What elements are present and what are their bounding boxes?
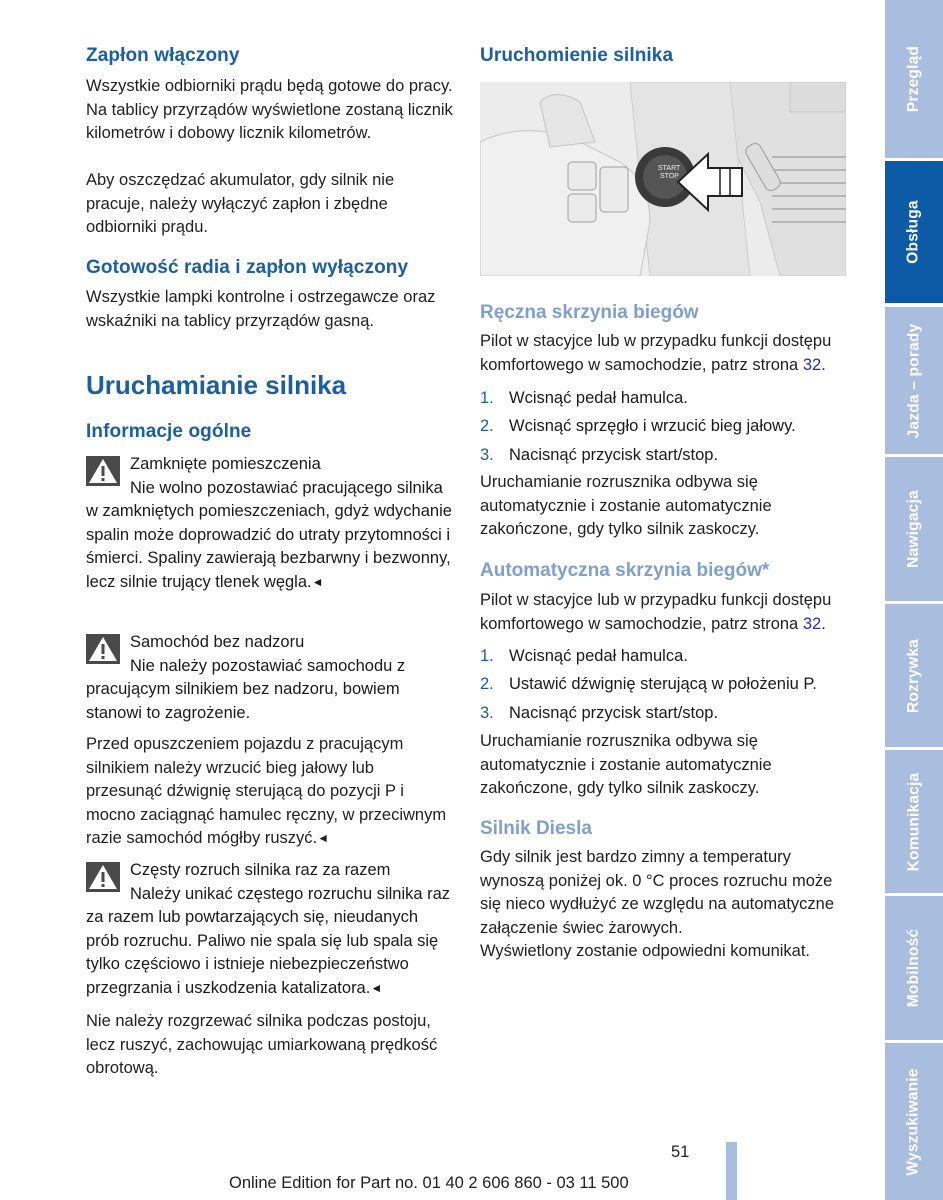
warning-body-text: Należy unikać częstego rozruchu silnika raz za razem lub powtarzających się, nieudanych prób rozruchu. Paliwo nie spala się lub spala się tylko częściowo i istnieje niebezpieczeństwo przegrzania i uszkodzenia katalizatora. xyxy=(86,884,451,997)
paragraph-diesel-2: Wyświetlony zostanie odpowiedni komunikat. xyxy=(480,942,811,960)
svg-text:STOP: STOP xyxy=(660,173,679,180)
end-mark-icon: ◄ xyxy=(317,831,329,845)
svg-text:START: START xyxy=(658,165,681,172)
paragraph-ignition-on-1: Wszystkie odbiorniki prądu będą gotowe do pracy. Na tablicy przyrządów wyświetlone zostaną licznik kilometrów i dobowy licznik kilometrów. xyxy=(86,77,453,142)
automatic-intro-text: Pilot w stacyjce lub w przypadku funkcji dostępu komfortowego w samochodzie, patrz strona xyxy=(480,591,832,633)
warning-body xyxy=(86,477,454,595)
warning-repeated-start xyxy=(86,859,454,999)
step-item xyxy=(480,699,852,727)
heading-radio-ready: Gotowość radia i zapłon wyłączony xyxy=(86,257,409,278)
warning-title: Częsty rozruch silnika raz za razem xyxy=(130,861,391,879)
tab-label: Komunikacja xyxy=(905,772,922,871)
start-stop-button-illustration xyxy=(480,82,846,276)
warning-title: Samochód bez nadzoru xyxy=(130,633,305,651)
steering-wheel-illustration-icon xyxy=(480,82,846,276)
step-number: 3. xyxy=(480,703,494,722)
heading-engine-start: Uruchomienie silnika xyxy=(480,45,674,66)
tab-komunikacja[interactable] xyxy=(885,750,943,893)
manual-steps-list xyxy=(480,384,852,469)
tab-obsluga[interactable] xyxy=(885,161,943,303)
heading-manual-transmission: Ręczna skrzynia biegów xyxy=(480,302,699,323)
warning-body: Nie należy pozostawiać samochodu z pracującym silnikiem bez nadzoru, bowiem stanowi to zagrożenie. xyxy=(86,656,406,722)
page-number: 51 xyxy=(671,1143,690,1161)
step-text: Nacisnąć przycisk start/stop. xyxy=(509,703,719,722)
warning-unattended-vehicle xyxy=(86,631,454,726)
tab-wyszukiwanie[interactable] xyxy=(885,1043,943,1200)
tab-label: Wyszukiwanie xyxy=(905,1067,922,1176)
paragraph-diesel-1: Gdy silnik jest bardzo zimny a temperatury wynoszą poniżej ok. 0 °C proces rozruchu może się nieco wydłużyć ze względu na automatyczne załączenie świec żarowych. xyxy=(480,848,835,937)
step-text: Nacisnąć przycisk start/stop. xyxy=(509,445,719,464)
step-number: 2. xyxy=(480,417,494,436)
heading-diesel-engine: Silnik Diesla xyxy=(480,818,592,839)
page-link-32[interactable]: 32 xyxy=(802,614,822,633)
step-item xyxy=(480,384,852,412)
end-mark-icon: ◄ xyxy=(311,574,324,589)
tab-label: Obsługa xyxy=(905,200,923,264)
paragraph-manual-outro: Uruchamianie rozrusznika odbywa się automatycznie i zostanie automatycznie zakończone, gdy tylko silnik zaskoczy. xyxy=(480,473,772,538)
step-number: 1. xyxy=(480,647,494,665)
automatic-steps-list xyxy=(480,642,852,727)
step-number: 3. xyxy=(480,445,494,464)
tab-nawigacja[interactable] xyxy=(885,457,943,601)
paragraph-radio-ready: Wszystkie lampki kontrolne i ostrzegawcze oraz wskaźniki na tablicy przyrządów gasną. xyxy=(86,288,436,330)
footer-edition: Online Edition for Part no. 01 40 2 606 860 - 03 11 500 xyxy=(229,1174,629,1192)
step-item xyxy=(480,670,852,698)
paragraph-automatic-outro: Uruchamianie rozrusznika odbywa się automatycznie i zostanie automatycznie zakończone, gdy tylko silnik zaskoczy. xyxy=(480,732,772,797)
paragraph-manual-intro: Pilot w stacyjce lub w przypadku funkcji dostępu komfortowego w samochodzie, patrz strona 32. xyxy=(480,332,832,374)
chapter-tabs xyxy=(885,0,943,1200)
tab-label: Rozrywka xyxy=(905,638,922,713)
warning-closed-rooms xyxy=(86,453,454,618)
tab-label: Nawigacja xyxy=(905,490,922,568)
warning-body xyxy=(86,883,454,1001)
heading-ignition-on: Zapłon włączony xyxy=(86,45,240,66)
tab-jazda-porady[interactable] xyxy=(885,307,943,454)
end-mark-icon: ◄ xyxy=(370,980,383,995)
step-number: 2. xyxy=(480,675,494,694)
paragraph-parking-text: Przed opuszczeniem pojazdu z pracującym silnikiem należy wrzucić bieg jałowy lub przesunąć dźwignię sterującą do pozycji P i mocno zaciągnąć hamulec ręczny, w przeciwnym razie samochód mógłby ruszyć. xyxy=(86,735,447,847)
paragraph-automatic-intro: Pilot w stacyjce lub w przypadku funkcji dostępu komfortowego w samochodzie, patrz strona 32. xyxy=(480,591,832,633)
step-text: Ustawić dźwignię sterującą w położeniu P. xyxy=(509,675,817,694)
page-title: Uruchamianie silnika xyxy=(86,370,347,400)
page-link-32[interactable]: 32 xyxy=(802,355,822,374)
step-item xyxy=(480,441,852,469)
heading-automatic-transmission: Automatyczna skrzynia biegów* xyxy=(480,560,770,581)
tab-label: Mobilność xyxy=(905,928,922,1008)
paragraph-warmup: Nie należy rozgrzewać silnika podczas postoju, lecz ruszyć, zachowując umiarkowaną prędkość obrotową. xyxy=(86,1012,438,1077)
paragraph-parking xyxy=(86,733,454,851)
heading-general-info: Informacje ogólne xyxy=(86,421,252,442)
step-item xyxy=(480,412,852,440)
step-text: Wcisnąć sprzęgło i wrzucić bieg jałowy. xyxy=(509,417,796,436)
step-number: 1. xyxy=(480,389,494,407)
page-number-bar xyxy=(726,1142,737,1200)
step-text: Wcisnąć pedał hamulca. xyxy=(509,647,688,665)
tab-label: Jazda – porady xyxy=(905,323,923,438)
tab-rozrywka[interactable] xyxy=(885,604,943,747)
warning-title: Zamknięte pomieszczenia xyxy=(130,455,321,473)
paragraph-ignition-on-2: Aby oszczędzać akumulator, gdy silnik nie pracuje, należy wyłączyć zapłon i zbędne odbiorniki prądu. xyxy=(86,171,395,236)
tab-przeglad[interactable] xyxy=(885,0,943,158)
step-text: Wcisnąć pedał hamulca. xyxy=(509,389,688,407)
manual-intro-text: Pilot w stacyjce lub w przypadku funkcji dostępu komfortowego w samochodzie, patrz strona xyxy=(480,332,832,374)
warning-body-text: Nie wolno pozostawiać pracującego silnika w zamkniętych pomieszczeniach, gdyż wdychanie spalin może doprowadzić do utraty przytomności i śmierci. Spaliny zawierają bezbarwny i bezwonny, lecz silnie trujący tlenek węgla. xyxy=(86,478,452,591)
step-item xyxy=(480,642,852,670)
tab-label: Przegląd xyxy=(905,45,922,113)
tab-mobilnosc[interactable] xyxy=(885,896,943,1040)
